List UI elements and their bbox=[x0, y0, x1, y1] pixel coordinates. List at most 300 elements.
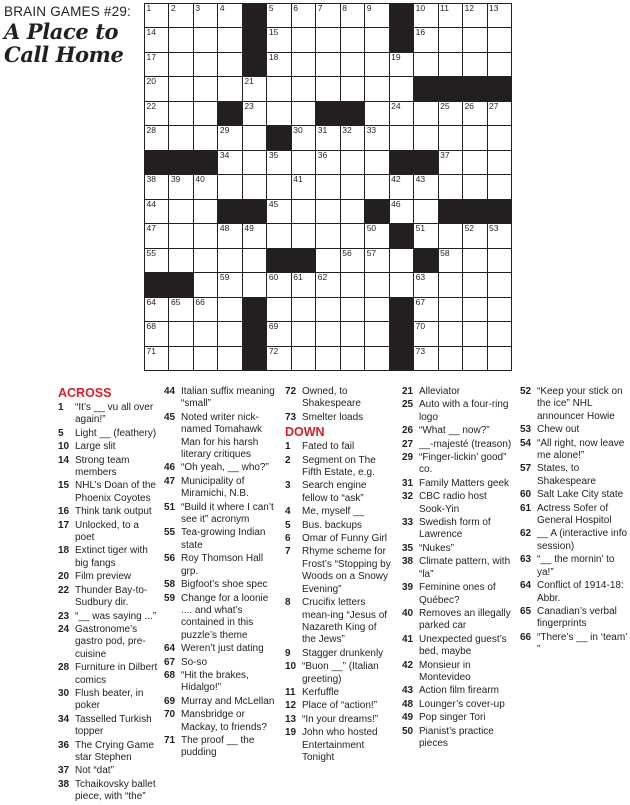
clue-item bbox=[58, 662, 158, 687]
clue-number: 1 bbox=[58, 402, 64, 413]
grid-cell[interactable] bbox=[267, 273, 290, 296]
grid-cell[interactable] bbox=[439, 224, 462, 247]
clue-text: Noted writer nick-named Tomahawk Man for his harsh literary critiques bbox=[181, 411, 262, 461]
grid-block bbox=[243, 347, 266, 370]
grid-cell[interactable] bbox=[390, 249, 413, 272]
grid-cell[interactable] bbox=[365, 249, 388, 272]
grid-cell[interactable] bbox=[365, 175, 388, 198]
grid-cell[interactable] bbox=[439, 4, 462, 27]
grid-cell[interactable] bbox=[292, 77, 315, 100]
clue-number: 32 bbox=[402, 491, 414, 503]
grid-cell[interactable] bbox=[316, 298, 339, 321]
clue-number: 46 bbox=[164, 462, 176, 474]
cell-number: 68 bbox=[146, 321, 156, 332]
clue-text: “__ was saying ...” bbox=[75, 610, 157, 622]
grid-cell[interactable] bbox=[316, 249, 339, 272]
grid-cell[interactable] bbox=[439, 322, 462, 345]
grid-cell[interactable] bbox=[145, 347, 168, 370]
grid-cell[interactable] bbox=[218, 273, 241, 296]
grid-cell[interactable] bbox=[243, 249, 266, 272]
grid-cell[interactable] bbox=[194, 273, 217, 296]
clue-number: 7 bbox=[285, 546, 291, 558]
cell-number: 7 bbox=[317, 3, 323, 13]
clue-text: NHL’s Doan of the Phoenix Coyotes bbox=[75, 480, 156, 504]
clue-text: Salt Lake City state bbox=[537, 489, 624, 501]
clue-number: 64 bbox=[520, 580, 532, 592]
cell-number: 58 bbox=[440, 247, 450, 258]
grid-cell[interactable] bbox=[194, 347, 217, 370]
clue-item bbox=[58, 624, 158, 661]
grid-cell[interactable] bbox=[463, 322, 486, 345]
clue-item bbox=[164, 579, 276, 591]
grid-cell[interactable] bbox=[390, 175, 413, 198]
clue-item bbox=[285, 520, 393, 532]
grid-cell[interactable] bbox=[218, 224, 241, 247]
grid-cell[interactable] bbox=[488, 273, 511, 296]
grid-block bbox=[341, 102, 364, 125]
grid-cell[interactable] bbox=[292, 322, 315, 345]
grid-cell[interactable] bbox=[218, 298, 241, 321]
grid-cell[interactable] bbox=[243, 273, 266, 296]
grid-cell[interactable] bbox=[463, 151, 486, 174]
grid-cell[interactable] bbox=[488, 298, 511, 321]
grid-cell[interactable] bbox=[341, 151, 364, 174]
clue-item bbox=[58, 740, 158, 765]
grid-cell[interactable] bbox=[316, 53, 339, 76]
clue-text: Roy Thomson Hall grp. bbox=[181, 553, 264, 577]
grid-cell[interactable] bbox=[194, 224, 217, 247]
grid-cell[interactable] bbox=[267, 347, 290, 370]
cell-number: 65 bbox=[170, 296, 181, 307]
grid-cell[interactable] bbox=[316, 322, 339, 345]
grid-cell[interactable] bbox=[145, 126, 168, 149]
cell-number: 1 bbox=[146, 3, 152, 13]
grid-cell[interactable] bbox=[169, 53, 192, 76]
grid-cell[interactable] bbox=[218, 175, 241, 198]
clue-text: Monsieur in Montevideo bbox=[419, 659, 471, 683]
grid-cell[interactable] bbox=[316, 151, 339, 174]
grid-cell[interactable] bbox=[341, 273, 364, 296]
clue-number: 33 bbox=[402, 517, 414, 529]
grid-cell[interactable] bbox=[267, 151, 290, 174]
cell-number: 12 bbox=[464, 3, 475, 13]
grid-block bbox=[194, 151, 217, 174]
grid-cell[interactable] bbox=[169, 28, 192, 51]
grid-cell[interactable] bbox=[243, 224, 266, 247]
clue-text: Swedish form of Lawrence bbox=[419, 517, 491, 541]
grid-cell[interactable] bbox=[267, 298, 290, 321]
grid-cell[interactable] bbox=[341, 298, 364, 321]
grid-cell[interactable] bbox=[218, 322, 241, 345]
grid-cell[interactable] bbox=[488, 224, 511, 247]
grid-cell[interactable] bbox=[243, 151, 266, 174]
grid-cell[interactable] bbox=[169, 347, 192, 370]
grid-cell[interactable] bbox=[292, 273, 315, 296]
grid-cell[interactable] bbox=[463, 28, 486, 51]
grid-cell[interactable] bbox=[390, 102, 413, 125]
clue-number: 27 bbox=[402, 438, 414, 450]
grid-cell[interactable] bbox=[365, 224, 388, 247]
grid-cell[interactable] bbox=[316, 224, 339, 247]
grid-cell[interactable] bbox=[218, 151, 241, 174]
grid-cell[interactable] bbox=[439, 151, 462, 174]
clue-item bbox=[285, 661, 393, 686]
grid-cell[interactable] bbox=[365, 4, 388, 27]
clue-number: 25 bbox=[402, 399, 414, 411]
cell-number: 55 bbox=[146, 247, 156, 258]
grid-cell[interactable] bbox=[194, 249, 217, 272]
clue-item bbox=[58, 611, 158, 623]
clue-item bbox=[285, 533, 393, 545]
grid-cell[interactable] bbox=[267, 200, 290, 223]
grid-cell[interactable] bbox=[267, 77, 290, 100]
clue-item bbox=[58, 480, 158, 505]
clue-item bbox=[520, 632, 630, 657]
cell-number: 30 bbox=[293, 125, 303, 136]
grid-cell[interactable] bbox=[414, 4, 437, 27]
cell-number: 46 bbox=[391, 198, 401, 209]
cell-number: 41 bbox=[293, 174, 303, 185]
cell-number: 45 bbox=[268, 198, 279, 209]
grid-cell[interactable] bbox=[316, 4, 339, 27]
grid-cell[interactable] bbox=[218, 347, 241, 370]
cell-number: 29 bbox=[219, 125, 230, 136]
clue-text: “Keep your stick on the ice” NHL announcer Howie bbox=[537, 386, 623, 422]
clue-number: 47 bbox=[164, 475, 176, 487]
grid-cell[interactable] bbox=[316, 273, 339, 296]
clue-column-4 bbox=[402, 386, 514, 751]
clue-number: 53 bbox=[520, 424, 532, 436]
clue-item bbox=[58, 520, 158, 545]
grid-cell[interactable] bbox=[439, 249, 462, 272]
grid-cell[interactable] bbox=[194, 28, 217, 51]
cell-number: 66 bbox=[195, 296, 205, 307]
clue-number: 68 bbox=[164, 669, 176, 681]
cell-number: 4 bbox=[219, 3, 225, 13]
grid-cell[interactable] bbox=[488, 102, 511, 125]
grid-cell[interactable] bbox=[414, 126, 437, 149]
grid-cell[interactable] bbox=[414, 273, 437, 296]
grid-cell[interactable] bbox=[169, 322, 192, 345]
grid-cell[interactable] bbox=[365, 126, 388, 149]
clue-number: 19 bbox=[285, 727, 297, 739]
grid-cell[interactable] bbox=[243, 102, 266, 125]
grid-cell[interactable] bbox=[194, 4, 217, 27]
clue-item bbox=[285, 648, 393, 660]
grid-cell[interactable] bbox=[488, 347, 511, 370]
cell-number: 42 bbox=[391, 174, 401, 185]
clue-item bbox=[402, 478, 514, 490]
cell-number: 20 bbox=[146, 76, 156, 87]
clue-text: Change for a loonie .... and what’s contained in this puzzle’s theme bbox=[181, 592, 269, 641]
grid-cell[interactable] bbox=[439, 28, 462, 51]
grid-cell[interactable] bbox=[267, 4, 290, 27]
grid-cell[interactable] bbox=[145, 77, 168, 100]
grid-cell[interactable] bbox=[194, 53, 217, 76]
clue-item bbox=[164, 643, 276, 655]
grid-cell[interactable] bbox=[145, 102, 168, 125]
clue-number: 6 bbox=[285, 533, 291, 545]
grid-cell[interactable] bbox=[341, 175, 364, 198]
cell-number: 23 bbox=[244, 100, 254, 111]
grid-cell[interactable] bbox=[390, 273, 413, 296]
grid-cell[interactable] bbox=[145, 200, 168, 223]
clue-number: 12 bbox=[285, 700, 297, 712]
grid-cell[interactable] bbox=[463, 273, 486, 296]
cell-number: 5 bbox=[268, 3, 274, 13]
grid-cell[interactable] bbox=[414, 102, 437, 125]
grid-cell[interactable] bbox=[267, 322, 290, 345]
grid-cell[interactable] bbox=[292, 4, 315, 27]
clue-number: 24 bbox=[58, 623, 70, 635]
grid-cell[interactable] bbox=[341, 126, 364, 149]
grid-cell[interactable] bbox=[365, 77, 388, 100]
grid-cell[interactable] bbox=[267, 102, 290, 125]
grid-cell[interactable] bbox=[169, 224, 192, 247]
grid-cell[interactable] bbox=[463, 126, 486, 149]
grid-cell[interactable] bbox=[169, 4, 192, 27]
cell-number: 36 bbox=[317, 149, 328, 160]
grid-cell[interactable] bbox=[316, 175, 339, 198]
grid-block bbox=[463, 200, 486, 223]
grid-cell[interactable] bbox=[414, 298, 437, 321]
grid-cell[interactable] bbox=[292, 347, 315, 370]
cell-number: 15 bbox=[268, 27, 279, 38]
clue-text: Auto with a four-ring logo bbox=[419, 399, 509, 423]
grid-cell[interactable] bbox=[267, 53, 290, 76]
clue-text: Murray and McLellan bbox=[181, 695, 275, 707]
grid-cell[interactable] bbox=[292, 224, 315, 247]
grid-cell[interactable] bbox=[341, 77, 364, 100]
clue-number: 48 bbox=[402, 698, 414, 710]
grid-cell[interactable] bbox=[194, 77, 217, 100]
grid-cell[interactable] bbox=[341, 28, 364, 51]
clue-text: Tchaikovsky ballet piece, with “the” bbox=[75, 778, 156, 803]
grid-cell[interactable] bbox=[365, 151, 388, 174]
grid-cell[interactable] bbox=[292, 200, 315, 223]
grid-cell[interactable] bbox=[414, 200, 437, 223]
grid-cell[interactable] bbox=[414, 53, 437, 76]
clue-number: 13 bbox=[285, 713, 297, 725]
grid-cell[interactable] bbox=[414, 322, 437, 345]
clue-text: Feminine ones of Québec? bbox=[419, 582, 496, 606]
clue-number: 43 bbox=[402, 685, 414, 697]
clue-number: 70 bbox=[164, 709, 176, 721]
grid-cell[interactable] bbox=[243, 175, 266, 198]
grid-cell[interactable] bbox=[463, 4, 486, 27]
clue-text: “Buon __” (Italian greeting) bbox=[302, 661, 379, 685]
clue-item bbox=[58, 506, 158, 518]
grid-cell[interactable] bbox=[488, 53, 511, 76]
grid-cell[interactable] bbox=[463, 102, 486, 125]
grid-block bbox=[243, 322, 266, 345]
grid-cell[interactable] bbox=[439, 273, 462, 296]
cell-number: 43 bbox=[415, 174, 426, 185]
grid-cell[interactable] bbox=[292, 28, 315, 51]
grid-cell[interactable] bbox=[488, 322, 511, 345]
cell-number: 59 bbox=[219, 272, 230, 283]
grid-cell[interactable] bbox=[414, 175, 437, 198]
grid-cell[interactable] bbox=[390, 53, 413, 76]
grid-cell[interactable] bbox=[169, 102, 192, 125]
clue-item bbox=[520, 580, 630, 605]
grid-cell[interactable] bbox=[463, 175, 486, 198]
clue-number: 64 bbox=[164, 643, 176, 655]
grid-cell[interactable] bbox=[145, 175, 168, 198]
grid-cell[interactable] bbox=[218, 249, 241, 272]
grid-cell[interactable] bbox=[145, 322, 168, 345]
grid-cell[interactable] bbox=[169, 298, 192, 321]
grid-cell[interactable] bbox=[243, 77, 266, 100]
grid-cell[interactable] bbox=[292, 102, 315, 125]
grid-cell[interactable] bbox=[365, 273, 388, 296]
grid-cell[interactable] bbox=[218, 28, 241, 51]
grid-cell[interactable] bbox=[145, 249, 168, 272]
grid-cell[interactable] bbox=[145, 298, 168, 321]
grid-cell[interactable] bbox=[463, 224, 486, 247]
grid-cell[interactable] bbox=[439, 298, 462, 321]
clue-number: 60 bbox=[520, 489, 532, 501]
grid-cell[interactable] bbox=[414, 28, 437, 51]
grid-cell[interactable] bbox=[365, 28, 388, 51]
grid-cell[interactable] bbox=[488, 151, 511, 174]
grid-cell[interactable] bbox=[463, 298, 486, 321]
clue-text: Stagger drunkenly bbox=[302, 647, 384, 659]
clue-text: Strong team members bbox=[75, 454, 130, 479]
grid-cell[interactable] bbox=[292, 175, 315, 198]
clue-column-2 bbox=[164, 386, 276, 761]
grid-cell[interactable] bbox=[341, 322, 364, 345]
grid-cell[interactable] bbox=[365, 298, 388, 321]
grid-cell[interactable] bbox=[292, 151, 315, 174]
grid-cell[interactable] bbox=[292, 126, 315, 149]
grid-cell[interactable] bbox=[169, 249, 192, 272]
grid-cell[interactable] bbox=[267, 28, 290, 51]
grid-cell[interactable] bbox=[169, 175, 192, 198]
grid-cell[interactable] bbox=[414, 347, 437, 370]
clue-number: 51 bbox=[164, 501, 176, 513]
grid-cell[interactable] bbox=[341, 4, 364, 27]
clue-text: “Oh yeah, __ who?” bbox=[181, 462, 269, 474]
grid-cell[interactable] bbox=[439, 53, 462, 76]
grid-cell[interactable] bbox=[341, 200, 364, 223]
grid-cell[interactable] bbox=[488, 126, 511, 149]
clue-text: Conflict of 1914-18: Abbr. bbox=[537, 580, 624, 604]
grid-cell[interactable] bbox=[439, 347, 462, 370]
grid-cell[interactable] bbox=[341, 224, 364, 247]
clue-number: 66 bbox=[520, 631, 532, 643]
grid-cell[interactable] bbox=[145, 28, 168, 51]
grid-cell[interactable] bbox=[218, 53, 241, 76]
grid-cell[interactable] bbox=[316, 200, 339, 223]
grid-cell[interactable] bbox=[194, 126, 217, 149]
grid-cell[interactable] bbox=[439, 175, 462, 198]
clue-text: Tasselled Turkish topper bbox=[75, 713, 152, 738]
cell-number: 40 bbox=[195, 174, 205, 185]
clue-text: Removes an illegally parked car bbox=[419, 607, 511, 632]
clue-text: Film preview bbox=[75, 571, 132, 583]
grid-cell[interactable] bbox=[488, 249, 511, 272]
grid-cell[interactable] bbox=[439, 102, 462, 125]
grid-cell[interactable] bbox=[390, 200, 413, 223]
clue-item bbox=[520, 528, 630, 553]
grid-cell[interactable] bbox=[488, 175, 511, 198]
clue-text: Thunder Bay-to-Sudbury dir. bbox=[75, 584, 148, 609]
clue-number: 58 bbox=[164, 579, 176, 591]
grid-cell[interactable] bbox=[194, 298, 217, 321]
grid-cell[interactable] bbox=[218, 126, 241, 149]
grid-cell[interactable] bbox=[463, 249, 486, 272]
puzzle-title: A Place to Call Home bbox=[4, 19, 124, 67]
grid-cell[interactable] bbox=[243, 126, 266, 149]
grid-cell[interactable] bbox=[365, 322, 388, 345]
grid-cell[interactable] bbox=[267, 224, 290, 247]
grid-block bbox=[292, 249, 315, 272]
grid-cell[interactable] bbox=[341, 249, 364, 272]
grid-cell[interactable] bbox=[316, 77, 339, 100]
clue-text: Kerfuffle bbox=[302, 686, 340, 698]
clue-text: Fated to fail bbox=[302, 441, 355, 453]
clue-item bbox=[402, 556, 514, 581]
grid-cell[interactable] bbox=[194, 102, 217, 125]
cell-number: 13 bbox=[489, 3, 499, 13]
grid-cell[interactable] bbox=[463, 53, 486, 76]
grid-cell[interactable] bbox=[292, 53, 315, 76]
grid-cell[interactable] bbox=[194, 200, 217, 223]
grid-cell[interactable] bbox=[316, 28, 339, 51]
clue-number: 11 bbox=[285, 686, 296, 698]
grid-cell[interactable] bbox=[341, 347, 364, 370]
grid-cell[interactable] bbox=[145, 224, 168, 247]
grid-cell[interactable] bbox=[145, 4, 168, 27]
grid-cell[interactable] bbox=[316, 347, 339, 370]
grid-cell[interactable] bbox=[169, 200, 192, 223]
grid-cell[interactable] bbox=[414, 224, 437, 247]
grid-cell[interactable] bbox=[365, 347, 388, 370]
grid-cell[interactable] bbox=[390, 126, 413, 149]
grid-cell[interactable] bbox=[267, 175, 290, 198]
grid-cell[interactable] bbox=[292, 298, 315, 321]
grid-cell[interactable] bbox=[194, 322, 217, 345]
grid-cell[interactable] bbox=[463, 347, 486, 370]
grid-cell[interactable] bbox=[169, 77, 192, 100]
clue-text: Canadian’s verbal fingerprints bbox=[537, 605, 617, 630]
grid-cell[interactable] bbox=[365, 53, 388, 76]
grid-cell[interactable] bbox=[390, 77, 413, 100]
grid-cell[interactable] bbox=[145, 53, 168, 76]
series-label: BRAIN GAMES #29: bbox=[4, 4, 131, 19]
grid-cell[interactable] bbox=[218, 77, 241, 100]
grid-cell[interactable] bbox=[316, 126, 339, 149]
grid-cell[interactable] bbox=[194, 175, 217, 198]
cell-number: 8 bbox=[342, 3, 347, 13]
grid-cell[interactable] bbox=[218, 4, 241, 27]
grid-cell[interactable] bbox=[169, 126, 192, 149]
grid-cell[interactable] bbox=[488, 28, 511, 51]
clue-text: Family Matters geek bbox=[419, 477, 510, 489]
grid-cell[interactable] bbox=[439, 126, 462, 149]
clue-number: 45 bbox=[164, 411, 176, 423]
cell-number: 38 bbox=[146, 174, 156, 185]
clue-item bbox=[285, 687, 393, 699]
grid-cell[interactable] bbox=[488, 4, 511, 27]
grid-block bbox=[390, 151, 413, 174]
cell-number: 73 bbox=[415, 345, 426, 356]
clue-number: 20 bbox=[58, 571, 70, 583]
clue-item bbox=[520, 503, 630, 528]
grid-cell[interactable] bbox=[365, 102, 388, 125]
grid-cell[interactable] bbox=[341, 53, 364, 76]
